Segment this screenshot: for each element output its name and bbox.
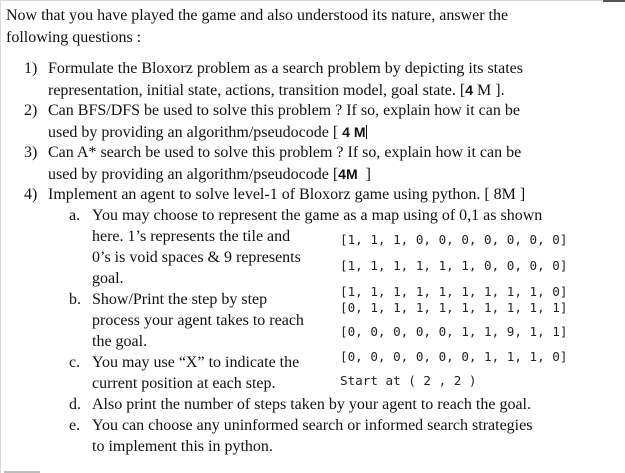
question-3-marks: 4M <box>338 166 358 182</box>
subitem-b-line-1: Show/Print the step by step <box>92 291 268 308</box>
intro-line-1: Now that you have played the game and also understood its nature, answer the <box>6 7 509 24</box>
question-1-line-2-tail: M ]. <box>473 82 505 99</box>
subitem-a-line-4: goal. <box>92 270 124 287</box>
question-2-line-2-text: used by providing an algorithm/pseudocode [ <box>48 124 343 141</box>
subitem-a-line-2: here. 1’s represents the tile and <box>92 228 291 245</box>
subitem-a-line-3: 0’s is void spaces & 9 represents <box>92 249 301 266</box>
intro-line-2: following questions : <box>6 29 142 46</box>
subitem-b-line-3: the goal. <box>92 333 148 350</box>
subitem-a-letter: a. <box>69 207 81 224</box>
subitem-c-line-1: You may use “X” to indicate the <box>92 354 300 371</box>
subitem-a-line-1: You may choose to represent the game as a map using of 0,1 as shown <box>92 207 543 224</box>
subitem-b-line-2: process your agent takes to reach <box>92 312 304 329</box>
question-2-line-1: Can BFS/DFS be used to solve this problem ? If so, explain how it can be <box>48 102 520 119</box>
question-1-line-2-text: representation, initial state, actions, transition model, goal state. [ <box>48 82 466 99</box>
subitem-e-letter: e. <box>69 417 81 434</box>
question-3-line-2 <box>48 164 371 185</box>
question-3-line-2-tail: ] <box>357 166 371 183</box>
page-top-border <box>0 0 625 1</box>
question-1-number: 1) <box>24 60 38 77</box>
question-2-marks: 4 M <box>342 124 366 140</box>
page-left-border <box>0 0 1 473</box>
grid-row-1: [1, 1, 1, 1, 1, 1, 0, 0, 0, 0] <box>340 258 568 273</box>
question-4-line-1: Implement an agent to solve level-1 of Bloxorz game using python. [ 8M ] <box>48 186 526 203</box>
question-3-line-1: Can A* search be used to solve this problem ? If so, explain how it can be <box>48 144 522 161</box>
grid-row-3: [0, 1, 1, 1, 1, 1, 1, 1, 1, 1] <box>340 300 568 315</box>
subitem-e-line-2: to implement this in python. <box>92 438 273 455</box>
grid-row-5: [0, 0, 0, 0, 0, 0, 1, 1, 1, 0] <box>340 349 568 364</box>
question-1-marks: 4 <box>465 82 474 98</box>
question-2-number: 2) <box>24 102 38 119</box>
subitem-b-letter: b. <box>69 291 81 308</box>
question-3-line-2-text: used by providing an algorithm/pseudocode [ <box>48 166 339 183</box>
corner-marker <box>603 0 625 2</box>
grid-row-4: [0, 0, 0, 0, 0, 1, 1, 9, 1, 1] <box>340 324 568 339</box>
question-1-line-1: Formulate the Bloxorz problem as a search problem by depicting its states <box>48 60 523 77</box>
question-4-number: 4) <box>24 186 38 203</box>
question-1-line-2 <box>48 80 505 101</box>
grid-row-0: [1, 1, 1, 0, 0, 0, 0, 0, 0, 0] <box>340 232 568 247</box>
subitem-d-letter: d. <box>69 396 81 413</box>
text-cursor <box>366 125 367 139</box>
grid-start-position: Start at ( 2 , 2 ) <box>340 373 477 388</box>
grid-row-2: [1, 1, 1, 1, 1, 1, 1, 1, 1, 0] <box>340 284 568 299</box>
question-2-line-2 <box>48 122 367 143</box>
question-3-number: 3) <box>24 144 38 161</box>
subitem-e-line-1: You can choose any uninformed search or informed search strategies <box>92 417 533 434</box>
subitem-c-letter: c. <box>69 354 81 371</box>
subitem-d-line-1: Also print the number of steps taken by your agent to reach the goal. <box>92 396 531 413</box>
subitem-c-line-2: current position at each step. <box>92 375 276 392</box>
